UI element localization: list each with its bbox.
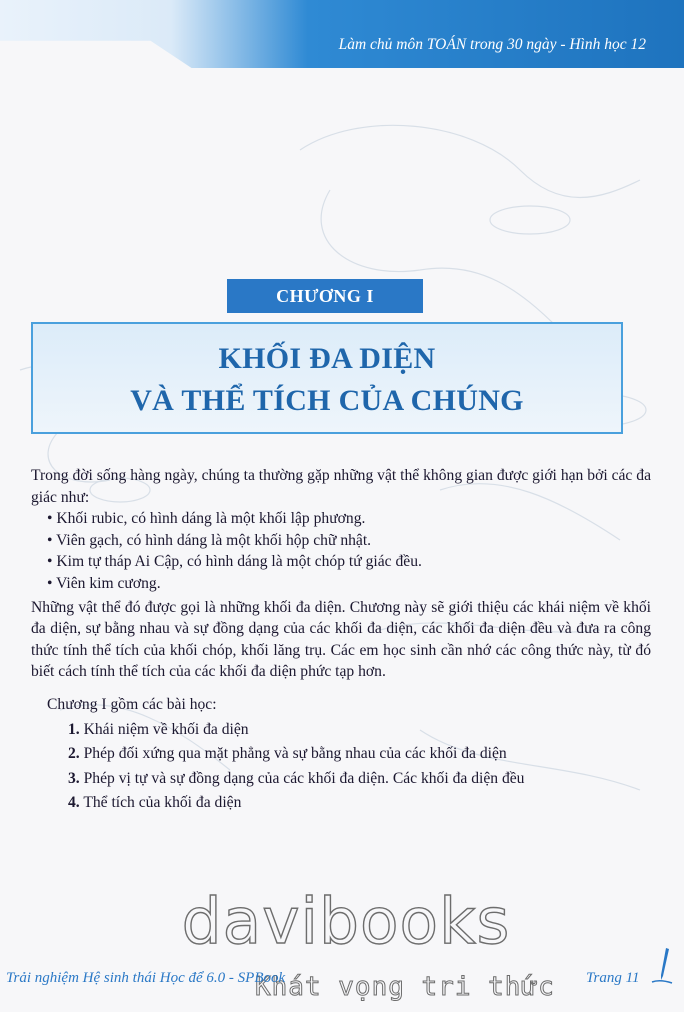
page-number: Trang 11	[586, 970, 640, 986]
list-item: • Viên kim cương.	[47, 573, 651, 595]
summary-paragraph: Những vật thể đó được gọi là những khối đa diện. Chương này sẽ giới thiệu các khái niệm về khối đa diện, sự bằng nhau và sự đồng dạng của các khối đa diện, các khối đa diện đều và đưa ra công thức tính thể tích của khối chóp, khối lăng trụ. Các em học sinh cần nhớ các công thức này, từ đó biết cách tính thể tích của các khối đa diện phức tạp hơn.	[31, 598, 651, 681]
lesson-title: Khái niệm về khối đa diện	[83, 720, 249, 738]
lesson-title: Phép vị tự và sự đồng dạng của các khối đa diện. Các khối đa diện đều	[83, 769, 525, 787]
chapter-title-line1: KHỐI ĐA DIỆN	[218, 342, 436, 375]
pen-icon	[650, 946, 674, 986]
lesson-title: Phép đối xứng qua mặt phẳng và sự bằng nhau của các khối đa diện	[83, 745, 507, 763]
lesson-title: Thể tích của khối đa diện	[83, 794, 242, 812]
lesson-number: 2.	[68, 745, 80, 763]
footer-series-name: Trải nghiệm Hệ sinh thái Học để 6.0 - SPBook	[6, 970, 286, 986]
chapter-tab: CHƯƠNG I	[227, 279, 423, 313]
example-list	[31, 508, 651, 594]
lessons-heading: Chương I gồm các bài học:	[47, 695, 217, 713]
list-item: • Kim tự tháp Ai Cập, có hình dáng là một chóp tứ giác đều.	[47, 551, 651, 573]
chapter-title-box	[31, 322, 623, 434]
lessons-list	[68, 719, 651, 814]
lesson-item	[68, 743, 651, 765]
lesson-number: 3.	[68, 769, 80, 787]
lesson-item	[68, 792, 651, 814]
watermark-slogan: Khát vọng tri thức	[255, 972, 555, 1002]
header-band	[0, 0, 684, 68]
chapter-title-line2: VÀ THỂ TÍCH CỦA CHÚNG	[130, 384, 524, 417]
lesson-item	[68, 719, 651, 741]
list-item: • Khối rubic, có hình dáng là một khối lập phương.	[47, 508, 651, 530]
lesson-item	[68, 768, 651, 790]
running-header: Làm chủ môn TOÁN trong 30 ngày - Hình học 12	[338, 36, 646, 53]
list-item: • Viên gạch, có hình dáng là một khối hộp chữ nhật.	[47, 530, 651, 552]
chapter-body	[31, 465, 651, 814]
intro-paragraph: Trong đời sống hàng ngày, chúng ta thường gặp những vật thể không gian được giới hạn bởi các đa giác như:	[31, 467, 651, 506]
watermark-logo: davibooks	[181, 885, 511, 958]
lesson-number: 4.	[68, 794, 80, 812]
lesson-number: 1.	[68, 720, 80, 738]
